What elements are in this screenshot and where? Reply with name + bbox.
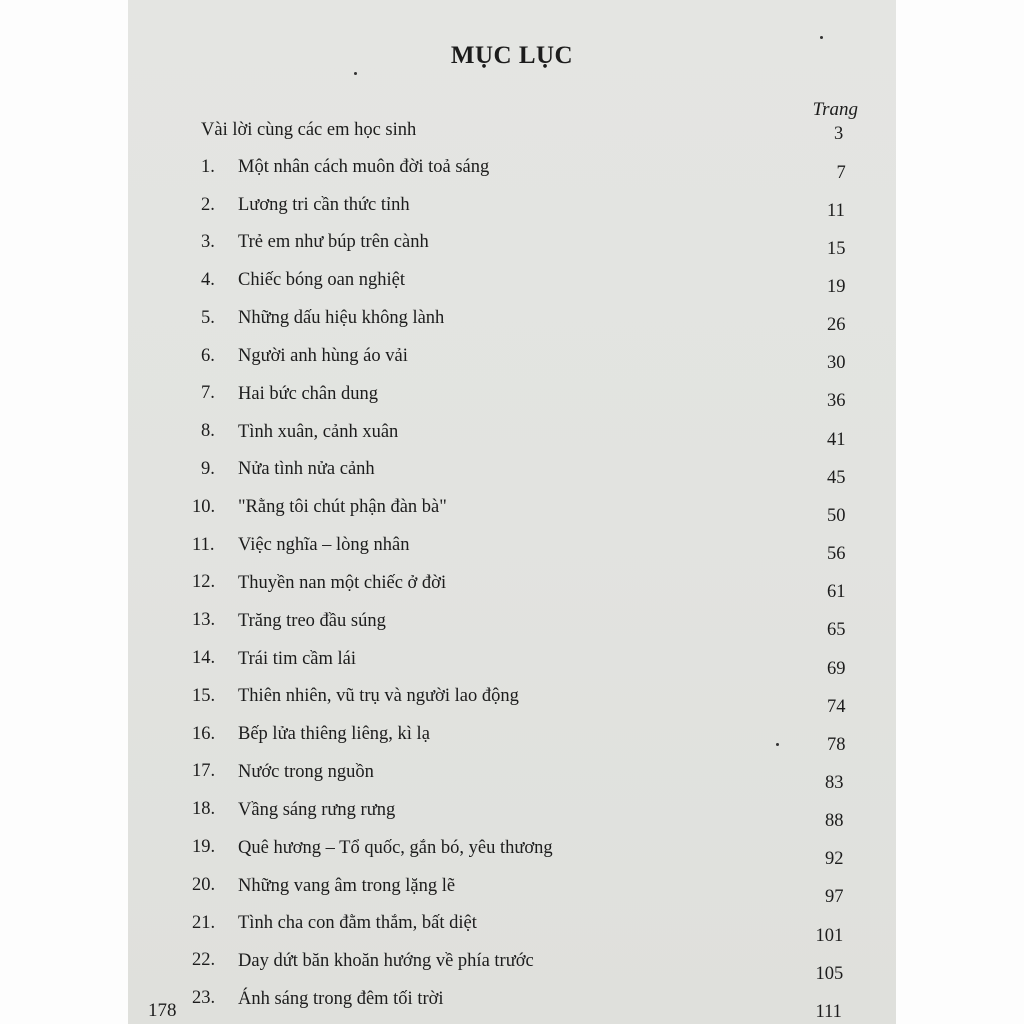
toc-page-number: 36 (827, 391, 846, 412)
toc-page-number: 101 (815, 925, 844, 946)
toc-number: 5. (201, 307, 215, 328)
toc-page-number: 65 (827, 620, 846, 641)
toc-row (128, 799, 896, 832)
toc-number: 11. (192, 534, 215, 555)
toc-row (128, 724, 896, 754)
toc-title: Trăng treo đầu súng (238, 610, 386, 631)
toc-number: 8. (201, 421, 215, 442)
toc-row (128, 497, 896, 527)
right-margin (896, 0, 1024, 1024)
toc-title: Một nhân cách muôn đời toả sáng (238, 156, 490, 177)
toc-page-number: 78 (827, 734, 846, 755)
toc-number: 10. (192, 496, 216, 517)
toc-number: 13. (192, 610, 216, 631)
toc-number: 22. (192, 950, 216, 971)
page-folio: 178 (148, 1000, 177, 1021)
toc-intro-row (128, 120, 896, 150)
toc-title: Thuyền nan một chiếc ở đời (238, 572, 447, 593)
toc-row (128, 950, 896, 984)
toc-row (128, 686, 896, 716)
toc-title: "Rằng tôi chút phận đàn bà" (238, 497, 447, 518)
toc-page-number: 105 (815, 963, 844, 984)
toc-page-number: 11 (827, 200, 845, 221)
toc-number: 19. (192, 837, 216, 858)
toc-row (128, 535, 896, 565)
toc-row (128, 232, 896, 262)
toc-title: Lương tri cần thức tỉnh (238, 194, 410, 215)
book-page (128, 0, 896, 1024)
toc-row (128, 648, 896, 678)
paper-speck (820, 36, 823, 39)
toc-title: Thiên nhiên, vũ trụ và người lao động (238, 686, 519, 707)
toc-number: 20. (192, 874, 216, 895)
toc-page-number: 92 (825, 849, 844, 870)
paper-speck (354, 72, 357, 75)
toc-row (128, 383, 896, 413)
toc-title: Trái tim cầm lái (238, 648, 357, 669)
toc-row (128, 195, 896, 225)
toc-page-number: 88 (825, 811, 844, 832)
toc-page-number: 41 (827, 429, 846, 450)
toc-row (128, 874, 896, 908)
toc-title: Người anh hùng áo vải (238, 345, 408, 366)
toc-title: Bếp lửa thiêng liêng, kì lạ (238, 724, 430, 745)
toc-title: Ánh sáng trong đêm tối trời (238, 989, 444, 1010)
toc-number: 18. (192, 799, 216, 820)
toc-title: Những dấu hiệu không lành (238, 307, 445, 328)
toc-number: 23. (192, 988, 216, 1009)
toc-row (128, 837, 896, 870)
toc-row (128, 912, 896, 946)
toc-page-number: 26 (827, 315, 846, 336)
toc-number: 15. (192, 685, 216, 706)
toc-row (128, 308, 896, 338)
toc-page-number: 111 (815, 1001, 842, 1022)
toc-title: Chiếc bóng oan nghiệt (238, 270, 405, 291)
toc-row (128, 572, 896, 602)
toc-title: Việc nghĩa – lòng nhân (238, 534, 410, 555)
toc-title: Day dứt băn khoăn hướng về phía trước (238, 951, 534, 972)
toc-row (128, 610, 896, 640)
toc-number: 2. (201, 194, 215, 215)
toc-page-number: 97 (825, 887, 844, 908)
toc-title: Hai bức chân dung (238, 383, 378, 404)
toc-number: 9. (201, 459, 215, 479)
toc-page-number: 61 (827, 582, 846, 603)
toc-intro-text: Vài lời cùng các em học sinh (201, 120, 417, 140)
toc-number: 14. (192, 648, 216, 669)
toc-number: 7. (201, 383, 215, 404)
toc-number: 6. (201, 345, 215, 366)
toc-page-number: 19 (827, 277, 846, 297)
toc-row (128, 988, 896, 1022)
toc-title: Trẻ em như búp trên cành (238, 232, 429, 253)
toc-page-number: 69 (827, 658, 846, 679)
toc-title: Vầng sáng rưng rưng (238, 799, 396, 820)
toc-title: Nước trong nguồn (238, 762, 374, 783)
toc-row (128, 346, 896, 376)
left-margin (0, 0, 128, 1024)
toc-page-number: 15 (827, 238, 846, 259)
toc-number: 1. (201, 156, 215, 177)
toc-page-number: 74 (827, 696, 846, 717)
toc-title: Những vang âm trong lặng lẽ (238, 875, 456, 896)
toc-page-number: 45 (827, 467, 846, 488)
toc-title: Quê hương – Tổ quốc, gắn bó, yêu thương (238, 837, 553, 858)
toc-page-number: 83 (825, 772, 844, 793)
toc-number: 3. (201, 232, 215, 253)
toc-page-number: 30 (827, 353, 846, 374)
toc-page-number: 50 (827, 506, 846, 527)
toc-number: 16. (192, 723, 216, 744)
toc-row (128, 421, 896, 451)
toc-title: Tình cha con đằm thắm, bất diệt (238, 913, 477, 934)
toc-title: Tình xuân, cảnh xuân (238, 421, 399, 442)
toc-number: 21. (192, 912, 216, 933)
toc-row (128, 270, 896, 300)
toc-page-number: 56 (827, 544, 846, 565)
toc-number: 4. (201, 270, 215, 290)
toc-page-number: 7 (836, 162, 846, 183)
toc-intro-page: 3 (834, 124, 844, 144)
toc-number: 17. (192, 761, 216, 782)
toc-number: 12. (192, 572, 216, 593)
page-title: MỤC LỤC (450, 42, 574, 69)
toc-row (128, 157, 896, 187)
page-column-label: Trang (812, 99, 858, 120)
toc-row (128, 761, 896, 791)
toc-title: Nửa tình nửa cảnh (238, 459, 375, 480)
toc-row (128, 459, 896, 489)
